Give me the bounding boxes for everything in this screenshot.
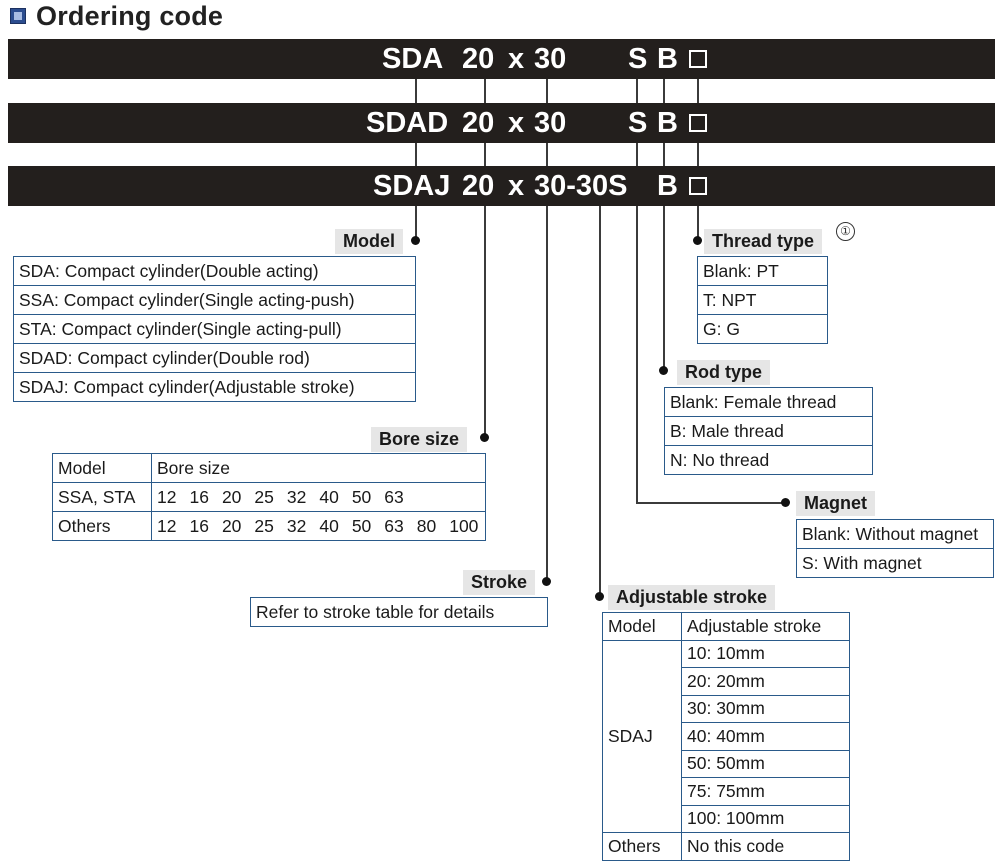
adjustable-dot: [595, 592, 604, 601]
thread-item: G: G: [698, 315, 828, 344]
magnet-item: S: With magnet: [797, 549, 994, 578]
connector-line: [697, 143, 699, 166]
bore-size-value: 40: [319, 515, 339, 536]
adj-model-others: Others: [603, 833, 682, 861]
model-item: SDA: Compact cylinder(Double acting): [14, 257, 416, 286]
magnet-label: Magnet: [796, 491, 875, 516]
bore-size-value: 25: [254, 486, 274, 507]
code-stroke: 30-30S: [534, 170, 628, 202]
square-bullet-icon: [10, 8, 26, 24]
code-bore: 20: [462, 43, 495, 75]
code-s: S: [628, 43, 648, 75]
model-label: Model: [335, 229, 403, 254]
connector-line: [484, 79, 486, 103]
bore-dot: [480, 433, 489, 442]
connector-line: [663, 79, 665, 103]
thread-item: Blank: PT: [698, 257, 828, 286]
bore-size-value: 16: [189, 515, 209, 536]
model-table: [13, 256, 416, 402]
bore-size-value: 50: [351, 515, 372, 536]
magnet-connector: [636, 206, 638, 503]
code-x: x: [508, 170, 525, 202]
blank-box-icon: [689, 50, 707, 68]
rod-dot: [659, 366, 668, 375]
code-bore: 20: [462, 170, 495, 202]
code-bar-sdaj: [8, 166, 995, 206]
adj-value: 10: 10mm: [682, 640, 850, 668]
connector-line: [663, 143, 665, 166]
model-item: SDAJ: Compact cylinder(Adjustable stroke): [14, 373, 416, 402]
thread-connector: [697, 206, 699, 240]
rod-item: N: No thread: [665, 446, 873, 475]
code-model: SDAJ: [373, 170, 451, 202]
note-marker: ①: [836, 222, 855, 241]
bore-size-value: 63: [384, 486, 404, 507]
bore-size-value: 100: [449, 515, 479, 536]
adj-value: No this code: [682, 833, 850, 861]
bore-size-value: 32: [286, 515, 307, 536]
blank-box-icon: [689, 114, 707, 132]
bore-connector: [484, 206, 486, 438]
bore-size-value: 63: [384, 515, 404, 536]
magnet-dot: [781, 498, 790, 507]
adj-value: 100: 100mm: [682, 805, 850, 833]
bore-size-value: 12: [157, 486, 177, 507]
adj-header-model: Model: [603, 613, 682, 641]
rod-type-label: Rod type: [677, 360, 770, 385]
rod-item: Blank: Female thread: [665, 388, 873, 417]
code-bar-sdad: [8, 103, 995, 143]
connector-line: [636, 79, 638, 103]
adj-value: 30: 30mm: [682, 695, 850, 723]
code-model: SDA: [382, 43, 444, 75]
adj-header-stroke: Adjustable stroke: [682, 613, 850, 641]
adjustable-stroke-table: [602, 612, 850, 861]
bore-size-value: 20: [221, 515, 242, 536]
section-heading: [10, 0, 223, 32]
rod-item: B: Male thread: [665, 417, 873, 446]
stroke-connector: [546, 206, 548, 581]
thread-item: T: NPT: [698, 286, 828, 315]
bore-header-size: Bore size: [152, 454, 486, 483]
bore-size-value: 20: [221, 486, 242, 507]
rod-type-table: [664, 387, 873, 475]
connector-line: [546, 79, 548, 103]
rod-connector: [663, 206, 665, 370]
connector-line: [636, 143, 638, 166]
bore-size-value: 25: [254, 515, 274, 536]
magnet-item: Blank: Without magnet: [797, 520, 994, 549]
stroke-label: Stroke: [463, 570, 535, 595]
thread-dot: [693, 236, 702, 245]
code-b: B: [657, 170, 678, 202]
connector-line: [484, 143, 486, 166]
model-dot: [411, 236, 420, 245]
bore-row-sizes: [152, 512, 486, 541]
bore-size-label: Bore size: [371, 427, 467, 452]
adj-value: 50: 50mm: [682, 750, 850, 778]
code-s: S: [628, 107, 648, 139]
code-bar-sda: [8, 39, 995, 79]
adj-value: 20: 20mm: [682, 668, 850, 696]
code-x: x: [508, 43, 525, 75]
code-bore: 20: [462, 107, 495, 139]
code-b: B: [657, 43, 678, 75]
bore-size-value: 40: [319, 486, 339, 507]
adj-value: 75: 75mm: [682, 778, 850, 806]
bore-size-value: 32: [286, 486, 307, 507]
adjustable-stroke-label: Adjustable stroke: [608, 585, 775, 610]
adj-model-sdaj: SDAJ: [603, 640, 682, 833]
stroke-note: Refer to stroke table for details: [251, 598, 548, 627]
bore-size-value: 50: [351, 486, 372, 507]
thread-type-table: [697, 256, 828, 344]
connector-line: [415, 143, 417, 166]
bore-row-model: SSA, STA: [53, 483, 152, 512]
bore-size-table: [52, 453, 486, 541]
code-b: B: [657, 107, 678, 139]
bore-header-model: Model: [53, 454, 152, 483]
adjustable-connector: [599, 206, 601, 596]
bore-size-value: 16: [189, 486, 209, 507]
heading-title: Ordering code: [36, 0, 224, 31]
model-item: SDAD: Compact cylinder(Double rod): [14, 344, 416, 373]
magnet-table: [796, 519, 994, 578]
connector-line: [546, 143, 548, 166]
thread-type-label: Thread type: [704, 229, 822, 254]
code-stroke: 30: [534, 107, 567, 139]
connector-line: [415, 79, 417, 103]
model-item: STA: Compact cylinder(Single acting-pull): [14, 315, 416, 344]
bore-size-value: 80: [416, 515, 437, 536]
magnet-connector: [636, 502, 786, 504]
code-stroke: 30: [534, 43, 567, 75]
bore-row-model: Others: [53, 512, 152, 541]
code-x: x: [508, 107, 525, 139]
connector-line: [697, 79, 699, 103]
stroke-table: [250, 597, 548, 627]
bore-size-value: 12: [157, 515, 177, 536]
model-item: SSA: Compact cylinder(Single acting-push): [14, 286, 416, 315]
code-model: SDAD: [366, 107, 449, 139]
stroke-dot: [542, 577, 551, 586]
adj-value: 40: 40mm: [682, 723, 850, 751]
blank-box-icon: [689, 177, 707, 195]
bore-row-sizes: [152, 483, 486, 512]
